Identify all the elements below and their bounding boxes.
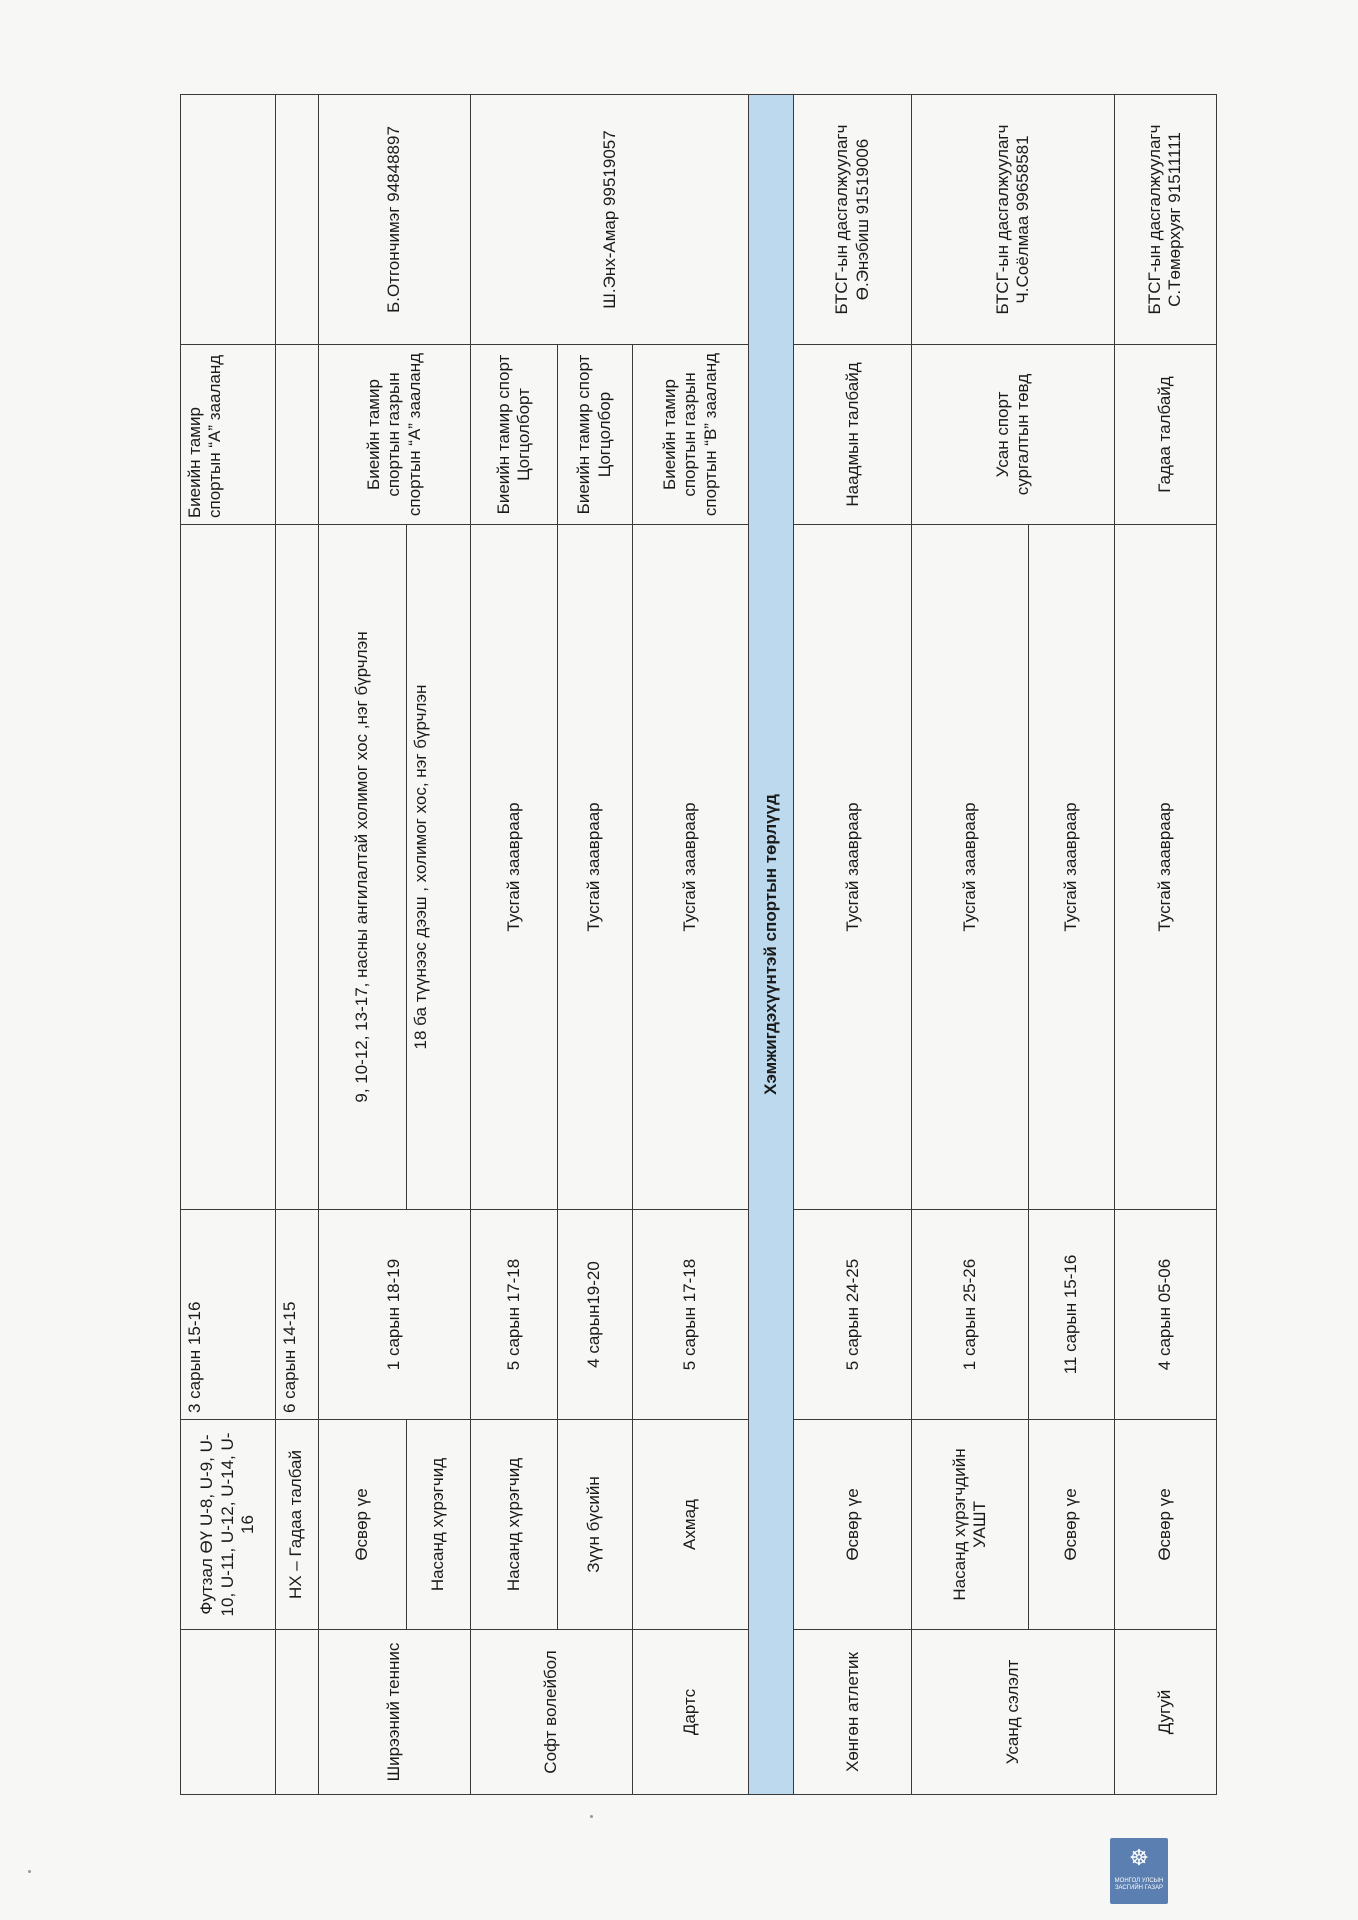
- condition-cell: Тусгай заавраар: [471, 525, 557, 1210]
- category-cell: Футзал ӨҮ U-8, U-9, U-10, U-11, U-12, U-14, U-16: [181, 1420, 276, 1630]
- venue-cell: Гадаа талбайд: [1114, 345, 1216, 525]
- condition-cell: [181, 525, 276, 1210]
- section-title: Хэмжигдэхүүнтэй спортын төрлүүд: [748, 95, 793, 1795]
- section-header-row: [748, 95, 793, 1795]
- date-cell: 1 сарын 25-26: [912, 1210, 1028, 1420]
- scan-speck: [28, 1870, 31, 1873]
- table-row: [912, 95, 1028, 1795]
- category-cell: Ахмад: [632, 1420, 748, 1630]
- contact-cell: [181, 95, 276, 345]
- venue-cell: Биеийн тамир спортын газрын спортын “В” зааланд: [632, 345, 748, 525]
- table-row: [557, 95, 632, 1795]
- category-cell: Өсвөр үе: [318, 1420, 406, 1630]
- date-cell: 4 сарын 05-06: [1114, 1210, 1216, 1420]
- table-row: [181, 95, 276, 1795]
- category-cell: Насанд хүрэгчдийн УАШТ: [912, 1420, 1028, 1630]
- table-row: [632, 95, 748, 1795]
- category-cell: Өсвөр үе: [1114, 1420, 1216, 1630]
- condition-cell: Тусгай заавраар: [912, 525, 1028, 1210]
- date-cell: 5 сарын 17-18: [471, 1210, 557, 1420]
- condition-cell: Тусгай заавраар: [1114, 525, 1216, 1210]
- condition-cell: 9, 10-12, 13-17, насны ангилалтай холимог хос ,нэг бүрчлэн: [318, 525, 406, 1210]
- sport-cell: Софт волейбол: [471, 1630, 632, 1795]
- contact-cell: [275, 95, 318, 345]
- venue-cell: [275, 345, 318, 525]
- table-row: [471, 95, 557, 1795]
- logo-caption: МОНГОЛ УЛСЫН ЗАСГИЙН ГАЗАР: [1114, 1878, 1164, 1891]
- category-cell: НХ – Гадаа талбай: [275, 1420, 318, 1630]
- table-row: [275, 95, 318, 1795]
- condition-cell: 18 ба түүнээс дээш , холимог хос, нэг бүрчлэн: [406, 525, 471, 1210]
- category-cell: Насанд хүрэгчид: [471, 1420, 557, 1630]
- contact-cell: Ш.Энх-Амар 99519057: [471, 95, 749, 345]
- date-cell: 4 сарын19-20: [557, 1210, 632, 1420]
- sport-cell: Дугуй: [1114, 1630, 1216, 1795]
- date-cell: 6 сарын 14-15: [275, 1210, 318, 1420]
- sport-cell: Ширээний теннис: [318, 1630, 471, 1795]
- venue-cell: Наадмын талбайд: [794, 345, 912, 525]
- date-cell: 5 сарын 24-25: [794, 1210, 912, 1420]
- condition-cell: Тусгай заавраар: [794, 525, 912, 1210]
- table-row: [318, 95, 406, 1795]
- category-cell: Өсвөр үе: [794, 1420, 912, 1630]
- category-cell: Өсвөр үе: [1028, 1420, 1114, 1630]
- venue-cell: Биеийн тамир спорт Цогцолборт: [471, 345, 557, 525]
- scan-speck: [590, 1815, 593, 1818]
- contact-cell: Б.Отгончимэг 94848897: [318, 95, 471, 345]
- category-cell: Зүүн бүсийн: [557, 1420, 632, 1630]
- government-logo: [1110, 1838, 1168, 1904]
- contact-cell: БТСГ-ын дасгалжуулагч Ө.Энэбиш 91519006: [794, 95, 912, 345]
- sport-cell: [275, 1630, 318, 1795]
- venue-cell: Биеийн тамир спортын “А” зааланд: [181, 345, 276, 525]
- schedule-table: [180, 124, 1358, 1795]
- condition-cell: Тусгай заавраар: [557, 525, 632, 1210]
- date-cell: 5 сарын 17-18: [632, 1210, 748, 1420]
- sport-cell: Хөнгөн атлетик: [794, 1630, 912, 1795]
- venue-cell: Биеийн тамир спорт Цогцолбор: [557, 345, 632, 525]
- date-cell: 3 сарын 15-16: [181, 1210, 276, 1420]
- soyombo-icon: ☸: [1129, 1845, 1149, 1870]
- table-row: [1114, 95, 1216, 1795]
- contact-cell: БТСГ-ын дасгалжуулагч Ч.Соёлмаа 99658581: [912, 95, 1114, 345]
- venue-cell: Усан спорт сургалтын төвд: [912, 345, 1114, 525]
- sport-cell: Усанд сэлэлт: [912, 1630, 1114, 1795]
- condition-cell: Тусгай заавраар: [632, 525, 748, 1210]
- sport-cell: [181, 1630, 276, 1795]
- date-cell: 1 сарын 18-19: [318, 1210, 471, 1420]
- table-row: [794, 95, 912, 1795]
- sport-cell: Дартс: [632, 1630, 748, 1795]
- category-cell: Насанд хүрэгчид: [406, 1420, 471, 1630]
- contact-cell: БТСГ-ын дасгалжуулагч С.Төмөрхуяг 91511111: [1114, 95, 1216, 345]
- condition-cell: [275, 525, 318, 1210]
- condition-cell: Тусгай заавраар: [1028, 525, 1114, 1210]
- date-cell: 11 сарын 15-16: [1028, 1210, 1114, 1420]
- venue-cell: Биеийн тамир спортын газрын спортын “А” зааланд: [318, 345, 471, 525]
